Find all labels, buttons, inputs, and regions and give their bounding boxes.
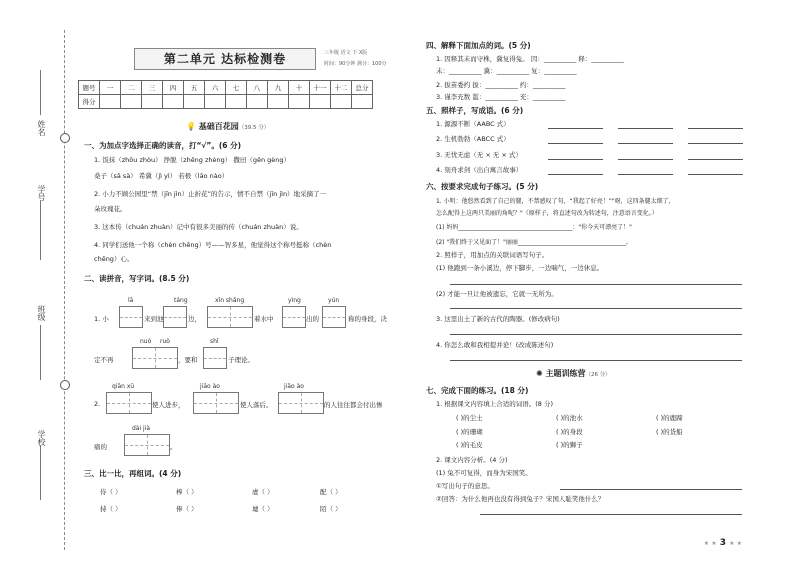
time-meta: 时间：90分钟 满分：100分 <box>324 61 387 67</box>
s1-row3: 2. 小力不顾公园里“禁（jīn jìn）止折花”的告示，情不自禁（jīn jìn）地采摘了一 <box>94 190 327 198</box>
class-fill-line <box>40 325 41 380</box>
s7-cell: ( )的货船 <box>656 428 683 436</box>
answer-line <box>618 159 673 160</box>
s2-text: 2. <box>94 400 101 408</box>
pinyin: jiāo ào <box>284 383 304 390</box>
score-header-cell: 五 <box>184 81 205 95</box>
score-table <box>78 80 373 109</box>
s6-row: (1) 他跑到一条小溪边，停下脚步，一边喘气，一边休息。 <box>436 264 604 272</box>
score-header-cell: 十一 <box>310 81 331 95</box>
s3-item: 配（ ） <box>320 488 342 496</box>
s2-text: 。 <box>170 443 177 451</box>
section3-title: 三、比一比，再组词。(4 分) <box>84 469 182 478</box>
answer-line <box>480 514 742 515</box>
score-input-cell[interactable] <box>205 95 226 109</box>
writing-grid <box>106 392 152 414</box>
score-header-row <box>79 81 373 95</box>
s6-row: 2. 照样子，用加点的关联词语写句子。 <box>436 251 549 259</box>
s7-cell: ( )的尘土 <box>456 414 483 422</box>
score-header-cell: 二 <box>121 81 142 95</box>
exam-title: 第二单元 达标检测卷 <box>134 48 316 70</box>
pinyin: qiān xū <box>112 383 135 390</box>
answer-line <box>618 143 673 144</box>
s7-cell: ( )的鹿蹄 <box>656 414 683 422</box>
s6-row: 怎么配得上这两只美丽的角呢？"（原样子，将直述句改为转述句，注意语言变化。） <box>436 210 658 217</box>
answer-line <box>450 308 742 309</box>
s3-item: 持（ ） <box>100 505 122 513</box>
binding-hole <box>60 380 70 390</box>
writing-grid <box>119 306 143 328</box>
pinyin: shǐ <box>210 338 219 345</box>
s2-text: 出的 <box>306 315 319 323</box>
id-fill-line <box>40 200 41 260</box>
s5-item: 4. 刻舟求剑（出自寓言故事） <box>436 166 523 174</box>
s3-item: 虚（ ） <box>252 488 274 496</box>
s5-item: 1. 源源不断（AABC 式） <box>436 120 510 128</box>
pinyin: táng <box>174 297 188 304</box>
s1-row3b: 朵玫瑰花。 <box>94 205 127 213</box>
s5-item: 3. 无忧无虑（无 × 无 × 式） <box>436 151 522 159</box>
answer-line <box>450 334 742 335</box>
s7-cell: ( )的毛皮 <box>456 441 483 449</box>
score-input-cell[interactable] <box>226 95 247 109</box>
score-input-cell[interactable] <box>142 95 163 109</box>
score-header-cell: 六 <box>205 81 226 95</box>
s2-text: 1. 小 <box>94 315 109 323</box>
s3-item: 陌（ ） <box>320 505 342 513</box>
s2-text: 痛的 <box>94 443 107 451</box>
writing-grid <box>132 347 178 369</box>
pinyin: ruò <box>160 338 170 345</box>
s4-row: 未：__________ 冀：__________ 复：__________ <box>436 67 577 75</box>
score-input-cell[interactable] <box>268 95 289 109</box>
score-input-cell[interactable] <box>121 95 142 109</box>
score-input-cell[interactable] <box>352 95 373 109</box>
s5-item: 2. 生机勃勃（ABCC 式） <box>436 135 510 143</box>
score-input-cell[interactable] <box>310 95 331 109</box>
score-header-cell: 七 <box>226 81 247 95</box>
answer-line <box>688 159 743 160</box>
s6-row: 4. 你怎么敢和我相提并论！(改成陈述句) <box>436 341 554 349</box>
s7-cell: ( )的身段 <box>556 428 583 436</box>
s4-row: 1. 因释其未而守株，冀复得兔。 因：__________ 释：__________ <box>436 55 624 63</box>
answer-line <box>450 360 742 361</box>
s7-cell: ( )的狮子 <box>556 441 583 449</box>
score-input-cell[interactable] <box>331 95 352 109</box>
pinyin: xīn shǎng <box>215 297 245 304</box>
s2-text: 的人往往都会付出惨 <box>324 401 383 409</box>
pinyin: lā <box>128 297 134 304</box>
s2-text: 称的身段，决 <box>348 315 387 323</box>
s2-text: 使人进步， <box>152 401 185 409</box>
grade-meta: 三年级 语文 下 X版 <box>324 50 368 56</box>
writing-grid <box>163 306 187 328</box>
s6-row: 1. 小明：他悠然看到了自己的腿，不禁感叹了句，“我起了好亮！”"呀，这四条腿太细了， <box>436 198 675 205</box>
s4-row: 2. 拔苗委约 拔：__________ 约：__________ <box>436 81 566 89</box>
answer-line <box>548 159 603 160</box>
answer-line <box>560 489 742 490</box>
answer-line <box>548 143 603 144</box>
student-id-label: 学号 <box>37 185 46 201</box>
answer-line <box>618 128 673 129</box>
sparkle-icon: ✺ <box>536 369 543 378</box>
bulb-icon: 💡 <box>186 122 196 131</box>
writing-grid <box>203 347 227 369</box>
star-icon: ★ ★ <box>703 540 717 547</box>
writing-grid <box>124 434 170 456</box>
section-badge-theme: ✺ 主题训练营（26 分） <box>536 369 611 378</box>
answer-line <box>548 174 603 175</box>
s7-row: 2. 课文内容分析。(4 分) <box>436 456 508 464</box>
score-header-cell: 四 <box>163 81 184 95</box>
score-header-cell: 三 <box>142 81 163 95</box>
class-label: 班级 <box>37 305 46 321</box>
s7-row: 1. 根据课文内容填上合适的词语。(8 分) <box>436 400 554 408</box>
star-icon: ★ ★ <box>729 540 742 547</box>
score-label-cell: 得分 <box>79 95 100 109</box>
s7-row: ①写出句子的意思。 <box>436 482 494 490</box>
s2-text: 边， <box>188 315 201 323</box>
score-header-cell: 题号 <box>79 81 100 95</box>
answer-line <box>688 143 743 144</box>
writing-grid <box>282 306 306 328</box>
answer-line <box>688 128 743 129</box>
page-number: ★ ★ 3 ★ ★ <box>703 538 742 548</box>
answer-line <box>450 284 742 285</box>
score-header-cell: 九 <box>268 81 289 95</box>
score-input-cell[interactable] <box>289 95 310 109</box>
s1-row1: 1. 饭抹（zhōu zhòu） 挣脱（zhēng zhèng） 撒田（gēn gèng） <box>94 156 291 164</box>
score-input-cell[interactable] <box>163 95 184 109</box>
writing-grid <box>278 392 324 414</box>
section4-title: 四、解释下面加点的词。(5 分) <box>426 41 531 50</box>
section6-title: 六、按要求完成句子练习。(5 分) <box>426 182 539 191</box>
section-badge-basic: 💡 基础百花园（39.5 分） <box>186 122 270 131</box>
s1-row5: 4. 同学们送他一个称（chèn chēng）号——智多星，他觉得这个称号挺称（chèn <box>94 241 332 249</box>
score-input-cell[interactable] <box>247 95 268 109</box>
s3-item: 侍（ ） <box>100 488 122 496</box>
s6-row: 3. 这里出土了新的古代的陶器。(修改病句) <box>436 315 560 323</box>
s6-row: (1) 妈妈______________________________________："你今天可漂亮了！" <box>436 224 632 231</box>
school-fill-line <box>40 445 41 500</box>
score-header-cell: 总分 <box>352 81 373 95</box>
answer-line <box>688 174 743 175</box>
s3-item: 棒（ ） <box>176 488 198 496</box>
pinyin: dài jià <box>132 425 151 432</box>
section5-title: 五、照样子，写成语。(6 分) <box>426 106 524 115</box>
score-header-cell: 十二 <box>331 81 352 95</box>
s3-item: 俸（ ） <box>176 505 198 513</box>
section7-title: 七、完成下面的练习。(18 分) <box>426 386 529 395</box>
score-input-cell[interactable] <box>184 95 205 109</box>
pinyin: nuò <box>140 338 152 345</box>
s3-item: 墟（ ） <box>252 505 274 513</box>
s2-text: 使人落后。 <box>240 401 273 409</box>
section2-title: 二、读拼音，写字词。(8.5 分) <box>84 274 190 283</box>
s2-text: 子理论。 <box>228 356 254 364</box>
s2-text: 来到池 <box>144 315 164 323</box>
s4-row: 3. 谨李充数 滥：__________ 充：__________ <box>436 93 566 101</box>
pinyin: yún <box>328 297 340 304</box>
s2-text: 定不再 <box>94 356 114 364</box>
writing-grid <box>193 392 239 414</box>
s7-cell: ( )的池水 <box>556 414 583 422</box>
s1-row4: 3. 这本传（chuán zhuàn）记中有很多美丽的传（chuán zhuàn）说。 <box>94 223 303 231</box>
score-input-cell[interactable] <box>100 95 121 109</box>
s2-text: ，要和 <box>178 356 198 364</box>
school-label: 学校 <box>37 430 46 446</box>
s6-row: (2) "我们终于又见面了！"丽丽____________________________________。 <box>436 239 632 246</box>
answer-line <box>618 174 673 175</box>
score-header-cell: 十 <box>289 81 310 95</box>
answer-line <box>548 128 603 129</box>
pinyin: yìng <box>288 297 301 304</box>
s6-row: (2) 才能一旦让他被遗忘，它就一无所为。 <box>436 290 558 298</box>
binding-line <box>64 30 65 550</box>
s1-row5b: chēng）心。 <box>94 255 134 263</box>
s1-row2: 桑子（sā sà） 希冀（jì yì） 若极（lāo nào） <box>94 172 229 180</box>
s7-row: ②回答：为什么他再也没有得到兔子？宋国人耻笑他什么？ <box>436 495 605 503</box>
pinyin: jiāo ào <box>200 383 220 390</box>
writing-grid <box>207 306 253 328</box>
s7-row: (1) 兔不可复得，而身为宋国笑。 <box>436 469 532 477</box>
section1-title: 一、为加点字选择正确的读音，打“√”。(6 分) <box>84 141 242 150</box>
binding-hole <box>60 133 70 143</box>
writing-grid <box>322 306 346 328</box>
s2-text: 着水中 <box>254 315 274 323</box>
score-header-cell: 一 <box>100 81 121 95</box>
name-fill-line <box>40 70 41 115</box>
score-header-cell: 八 <box>247 81 268 95</box>
name-label: 姓名 <box>37 120 46 136</box>
s7-cell: ( )的珊瑚 <box>456 428 483 436</box>
score-value-row <box>79 95 373 109</box>
